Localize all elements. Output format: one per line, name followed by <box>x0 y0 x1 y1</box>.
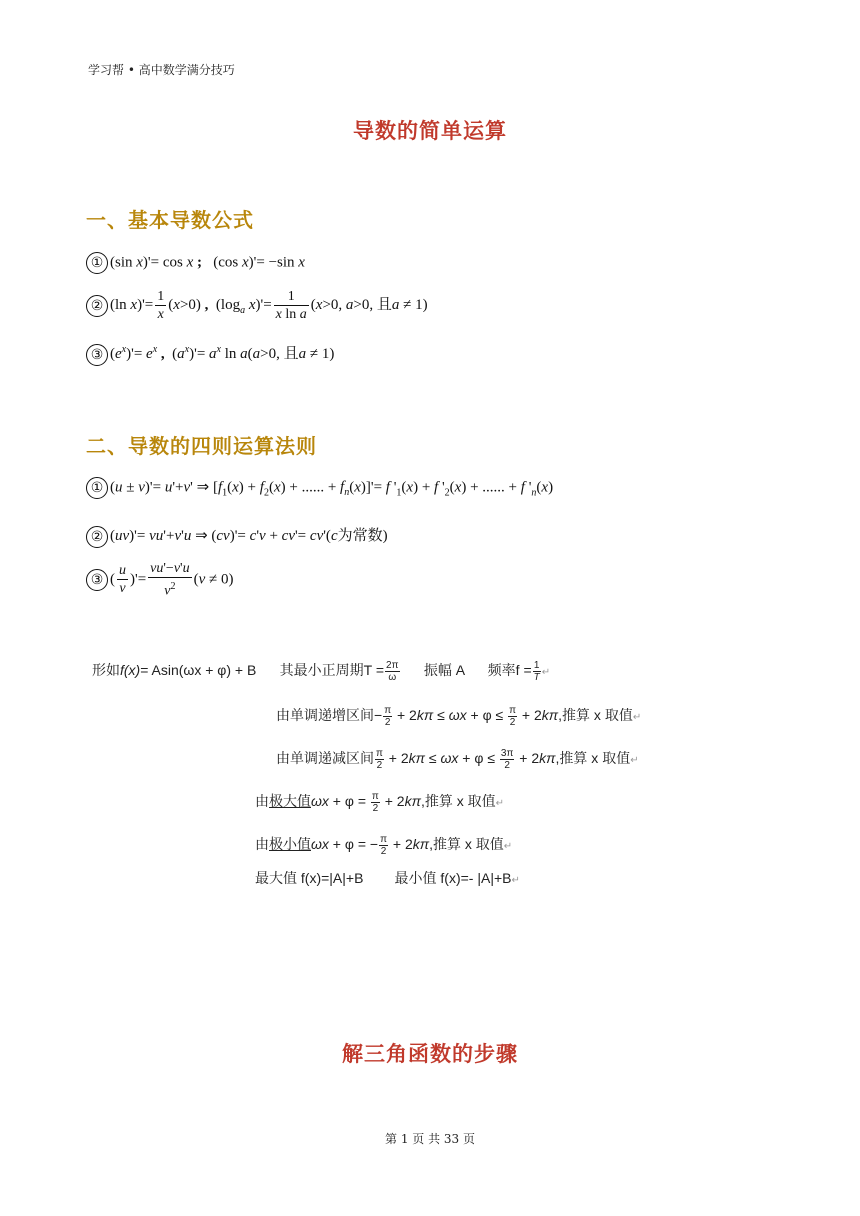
trig-line-max: 由极大值ωx + φ = $\frac{\pi}{2}$ + 2kπ,推算 x 取值↵ <box>255 791 505 814</box>
trig-calc-label: 推算 x 取值 <box>424 793 496 810</box>
trig-amplitude-label: 振幅 A <box>423 662 465 679</box>
trig-min-label: 极小值 <box>269 836 311 853</box>
trig-max-label: 极大值 <box>269 793 311 810</box>
page-footer: 第 1 页 共 33 页 <box>385 1132 475 1146</box>
section-title-trig-steps: 解三角函数的步骤 <box>342 1042 518 1066</box>
formula-exp: ③ $(e^x)'= e^x$ , $(a^x)'= a^x$ ln a(a>0, 且a ≠ 1) <box>86 342 334 366</box>
item-number: ① <box>86 477 108 499</box>
trig-frequency-label: 频率f = <box>487 662 532 679</box>
trig-calc-label: 推算 x 取值 <box>559 750 631 767</box>
trig-form-label: 形如 <box>92 662 120 679</box>
trig-period-label: 其最小正周期T = <box>279 662 385 679</box>
formula-quotient-rule: ③ ( $\frac{u}{v}$ )'= $\frac{vu'-v'u}{v^2}$ (v ≠ 0) <box>86 560 233 600</box>
trig-calc-label: 推算 x 取值 <box>562 707 633 724</box>
trig-line-increasing: 由单调递增区间− $\frac{\pi}{2}$ + 2kπ ≤ ωx + φ ≤ $\frac{\pi}{2}$ + 2kπ,推算 x 取值↵ <box>276 705 642 728</box>
section-heading-basic-formulas: 一、基本导数公式 <box>86 208 254 232</box>
trig-decreasing-label: 由单调递减区间 <box>276 750 374 767</box>
trig-line-decreasing: 由单调递减区间 $\frac{\pi}{2}$ + 2kπ ≤ ωx + φ ≤ $\frac{3\pi}{2}$ + 2kπ,推算 x 取值↵ <box>276 748 639 771</box>
formula-ln-log: ② (ln x)'= $\frac{1}{x}$ (x>0) , ($\log_a$ x)'= $\frac{1}{\text{x ln a}}$ (x>0, a>0, 且a ≠ 1) <box>86 288 428 323</box>
trig-increasing-label: 由单调递增区间 <box>276 707 374 724</box>
item-number: ① <box>86 252 108 274</box>
trig-line-form: 形如f(x)= Asin(ωx + φ) + B 其最小正周期T = $\frac{2\pi}{\omega}$ 振幅 A 频率f = $\frac{1}{T}$ ↵ <box>92 660 551 683</box>
trig-calc-label: 推算 x 取值 <box>433 836 504 853</box>
item-number: ② <box>86 295 108 317</box>
item-number: ② <box>86 526 108 548</box>
trig-min-value: 最小值 f(x)=- |A|+B <box>394 870 512 886</box>
item-number: ③ <box>86 344 108 366</box>
trig-line-extrema: 最大值 f(x)=|A|+B 最小值 f(x)=- |A|+B↵ <box>255 870 520 886</box>
page-header: 学习帮 • 高中数学满分技巧 <box>88 63 235 77</box>
trig-min-prefix: 由 <box>255 836 269 853</box>
page-title: 导数的简单运算 <box>353 119 507 143</box>
formula-sum-rule: ① (u ± v)'= u'+v' ⇒ [$f_1(x) + f_2(x)$ + ...... + $f_n(x)]'= f$ '$_1(x) + f$ '$_2(x)$ + ...... + f '$_n(x)$ <box>86 477 553 499</box>
section-heading-arithmetic-rules: 二、导数的四则运算法则 <box>86 434 317 458</box>
trig-max-value: 最大值 f(x)=|A|+B <box>255 870 364 886</box>
formula-product-rule: ② (uv)'= vu'+v'u ⇒ (cv)'= c'v + cv'= cv'(c为常数) <box>86 524 388 548</box>
item-number: ③ <box>86 569 108 591</box>
formula-sin-cos: ① (sin x)'= cos x ; (cos x)'= −sin x <box>86 252 305 274</box>
trig-line-min: 由极小值ωx + φ = − $\frac{\pi}{2}$ + 2kπ,推算 x 取值↵ <box>255 834 513 857</box>
trig-max-prefix: 由 <box>255 793 269 810</box>
